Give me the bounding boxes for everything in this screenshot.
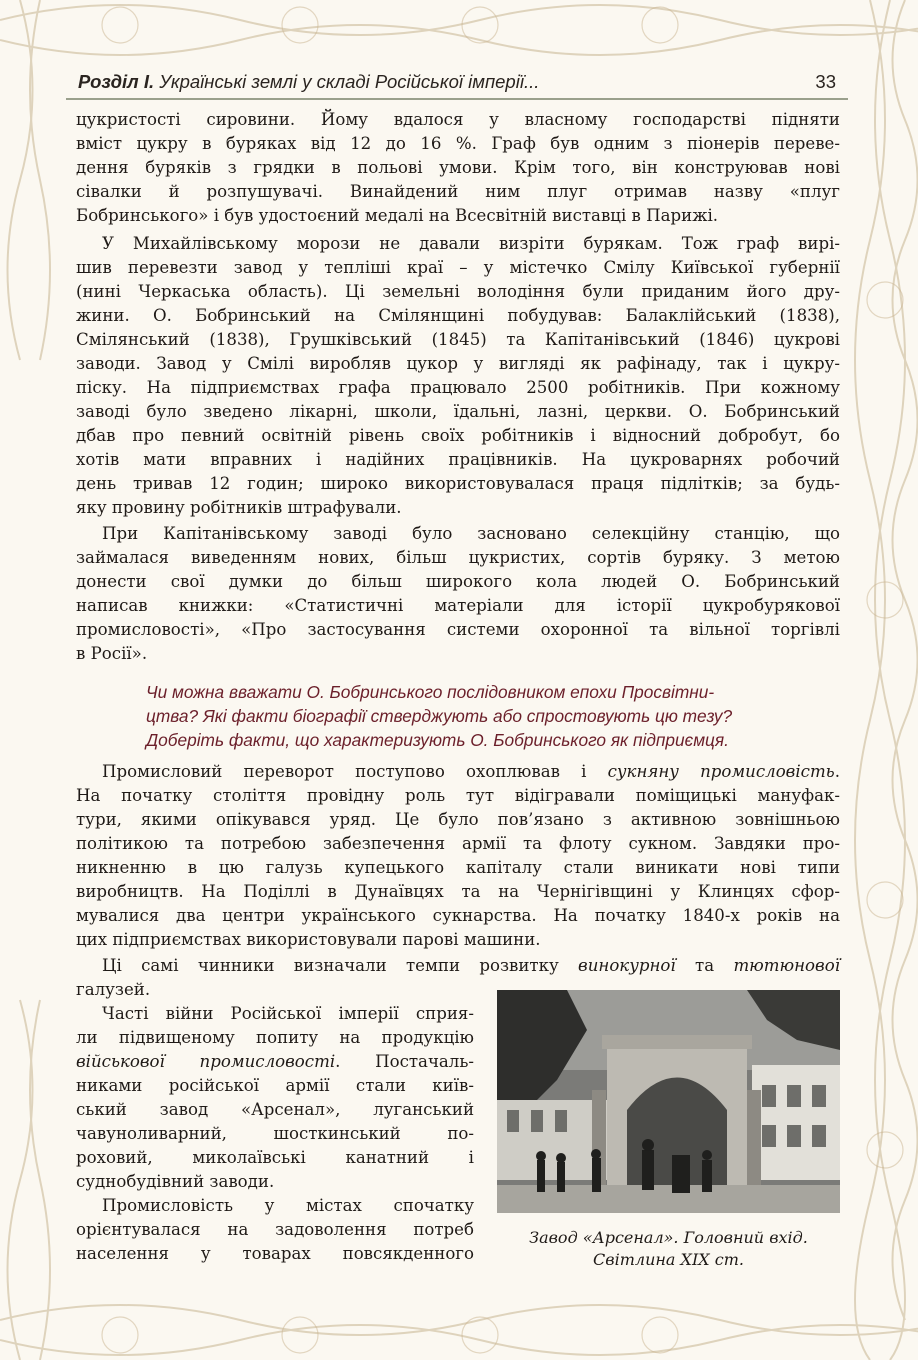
paragraph-line: Смілянський (1838), Грушківський (1845) та Капітанівський (1846) цукрові [76, 330, 840, 349]
paragraph-line: донести свої думки до більш широкого кола людей О. Бобринський [76, 572, 840, 591]
paragraph-line: При Капітанівському заводі було засновано селекційну станцію, що [102, 524, 840, 543]
paragraph-line: На початку століття провідну роль тут відігравали поміщицькі мануфак- [76, 786, 840, 805]
running-title [78, 71, 539, 93]
paragraph-line: написав книжки: «Статистичні матеріали для історії цукробурякової [76, 596, 840, 615]
paragraph-line: дення буряків з грядки в польові умови. Крім того, він конструював нові [76, 158, 840, 177]
paragraph-line: заводі було зведено лікарні, школи, їдальні, лазні, церкви. О. Бобринський [76, 402, 840, 421]
paragraph-line: Бобринського» і був удостоєний медалі на Всесвітній виставці в Парижі. [76, 206, 719, 225]
paragraph-line: суднобудівний заводи. [76, 1172, 275, 1191]
paragraph-line: ли підвищеному попиту на продукцію [76, 1028, 474, 1047]
paragraph-line: (нині Черкаська область). Ці земельні володіння були приданим його дру- [76, 282, 840, 301]
paragraph-line: яку провину робітників штрафували. [76, 498, 402, 517]
italic-term: військової промисловості [76, 1052, 336, 1071]
paragraph-line: хотів мати вправних і надійних працівників. На цукроварнях робочий [76, 450, 840, 469]
paragraph-line: Промисловий переворот поступово охоплював і сукняну промисловість. [102, 762, 840, 781]
page-header [66, 62, 848, 100]
paragraph-line: вміст цукру в буряках від 12 до 16 %. Граф був одним з піонерів переве- [76, 134, 840, 153]
question-line: цтва? Які факти біографії стверджують або спростовують цю тезу? [146, 706, 733, 726]
italic-term: тютюнової [733, 956, 841, 975]
paragraph-line: цукристості сировини. Йому вдалося у власному господарстві підняти [76, 110, 840, 129]
paragraph-line: виробництв. На Поділлі в Дунаївцях та на Чернігівщині у Клинцях сфор- [76, 882, 840, 901]
question-line: Чи можна вважати О. Бобринського послідовником епохи Просвітни- [146, 682, 715, 702]
paragraph-line: У Михайлівському морози не давали визріти бурякам. Тож граф вирі- [102, 234, 840, 253]
paragraph-line: роховий, миколаївські канатний і [76, 1148, 474, 1167]
page-number: 33 [815, 71, 836, 92]
paragraph-line: шив перевезти завод у тепліші краї – у містечко Смілу Київської губернії [76, 258, 840, 277]
paragraph-line: тури, якими опікувався уряд. Це було пов’язано з активною зовнішньою [76, 810, 840, 829]
paragraph-line: никами російської армії стали київ- [76, 1076, 474, 1095]
paragraph-line: займалася виведенням нових, більш цукристих, сортів буряку. З метою [76, 548, 840, 567]
section-title: Українські землі у складі Російської імперії... [154, 71, 540, 92]
paragraph-line: політикою та потребою забезпечення армії та флоту сукном. Завдяки про- [76, 834, 840, 853]
paragraph-line: Часті війни Російської імперії сприя- [102, 1004, 474, 1023]
photo-caption-line1: Завод «Арсенал». Головний вхід. [529, 1228, 808, 1247]
paragraph-line: жини. О. Бобринський на Смілянщині побудував: Балаклійський (1838), [76, 306, 840, 325]
paragraph-line: галузей. [76, 980, 151, 999]
paragraph-line: чавуноливарний, шосткинський по- [76, 1124, 474, 1143]
paragraph-line: никненню в цю галузь купецького капіталу стали виникати нові типи [76, 858, 840, 877]
paragraph-line: Промисловість у містах спочатку [102, 1196, 474, 1215]
paragraph-line: орієнтувалася на задоволення потреб [76, 1220, 474, 1239]
italic-term: винокурної [578, 956, 676, 975]
paragraph-line: дбав про певний освітній рівень своїх робітників і відносний добробут, бо [76, 426, 840, 445]
paragraph-line: промисловості», «Про застосування системи охоронної та вільної торгівлі [76, 620, 840, 639]
question-line: Доберіть факти, що характеризують О. Бобринського як підприємця. [146, 730, 729, 750]
paragraph-line: заводи. Завод у Смілі виробляв цукор у вигляді як рафінаду, так і цукру- [76, 354, 840, 373]
section-label: Розділ І. [78, 71, 155, 92]
arsenal-gate-photo [497, 990, 840, 1213]
paragraph-line: в Росії». [76, 644, 148, 663]
italic-term: сукняну промисловість [607, 762, 835, 781]
paragraph-line: ський завод «Арсенал», луганський [76, 1100, 474, 1119]
paragraph-line: Ці самі чинники визначали темпи розвитку винокурної та тютюнової [102, 956, 841, 975]
paragraph-line: військової промисловості. Постачаль- [76, 1052, 474, 1071]
paragraph-line: день тривав 12 годин; широко використовувалася праця підлітків; за будь- [76, 474, 840, 493]
paragraph-line: мувалися два центри українського сукнарства. На початку 1840-х років на [76, 906, 840, 925]
paragraph-line: цих підприємствах використовували парові машини. [76, 930, 541, 949]
paragraph-line: піску. На підприємствах графа працювало 2500 робітників. При кожному [76, 378, 840, 397]
paragraph-line: населення у товарах повсякденного [76, 1244, 474, 1263]
photo-caption-line2: Світлина XIX ст. [593, 1250, 744, 1269]
paragraph-line: сівалки й розпушувачі. Винайдений ним плуг отримав назву «плуг [76, 182, 840, 201]
